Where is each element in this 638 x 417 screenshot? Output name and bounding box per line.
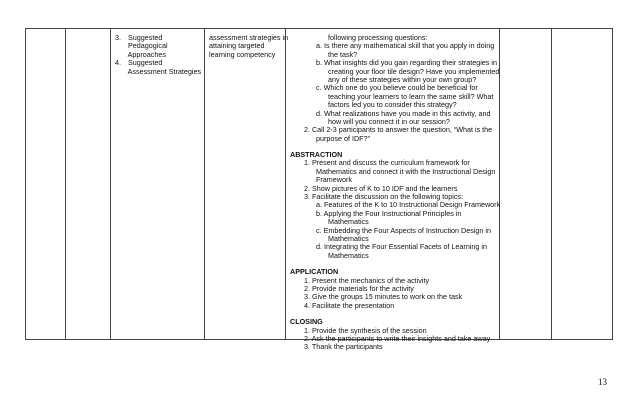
- processing-section: [290, 34, 500, 143]
- abstraction-item: Mathematics: [328, 250, 369, 260]
- procedure-item: teaching your learners to learn the same skill? What: [328, 91, 494, 101]
- application-heading: APPLICATION: [290, 267, 339, 277]
- abstraction-item: Mathematics: [328, 217, 369, 227]
- procedure-item: creating your floor tile design? Have you implemented: [328, 66, 500, 76]
- column-divider: [285, 29, 286, 339]
- application-item: 1. Present the mechanics of the activity: [304, 275, 430, 285]
- objective-line: Assessment Strategies: [126, 66, 202, 76]
- column-divider: [551, 29, 552, 339]
- abstraction-item: 1. Present and discuss the curriculum framework for: [304, 158, 470, 168]
- procedure-cell: [290, 34, 500, 352]
- closing-section: [290, 318, 500, 352]
- abstraction-item: d. Integrating the Four Essential Facets of Learning in: [316, 242, 488, 252]
- objective-line: Approaches: [126, 49, 166, 59]
- column-divider: [110, 29, 111, 339]
- column-divider: [204, 29, 205, 339]
- application-item: 3. Give the groups 15 minutes to work on the task: [304, 292, 463, 302]
- application-item: 4. Facilitate the presentation: [304, 300, 395, 310]
- abstraction-item: c. Embedding the Four Aspects of Instruction Design in: [316, 225, 491, 235]
- objectives-cell: [115, 34, 201, 76]
- procedure-item: how will you connect it in our session?: [328, 116, 450, 126]
- closing-item: 1. Provide the synthesis of the session: [304, 325, 427, 335]
- closing-item: 2. Ask the participants to write their insights and take away: [304, 333, 491, 343]
- objective-line: 4. Suggested: [115, 58, 163, 68]
- closing-heading: CLOSING: [290, 317, 323, 327]
- content-line: attaining targeted: [209, 41, 265, 51]
- closing-item: 3. Thank the participants: [304, 342, 383, 352]
- procedure-item: d. What realizations have you made in this activity, and: [316, 108, 491, 118]
- procedure-item: factors led you to consider this strategy?: [328, 100, 457, 110]
- session-table: [25, 28, 613, 352]
- abstraction-section: [290, 151, 500, 260]
- procedure-item: any of these strategies within your own group?: [328, 74, 477, 84]
- abstraction-item: b. Applying the Four Instructional Principles in: [316, 208, 462, 218]
- procedure-item: c. Which one do you believe could be beneficial for: [316, 83, 478, 93]
- objective-line: Pedagogical: [126, 41, 168, 51]
- procedure-item: 2. Call 2-3 participants to answer the question, “What is the: [304, 125, 493, 135]
- abstraction-item: 3. Facilitate the discussion on the following topics:: [304, 192, 464, 202]
- procedure-item: a. Is there any mathematical skill that you apply in doing: [316, 41, 495, 51]
- content-line: learning competency: [209, 49, 276, 59]
- abstraction-item: a. Features of the K to 10 Instructional Design Framework: [316, 200, 501, 210]
- page-number: 13: [598, 377, 607, 387]
- abstraction-item: Framework: [316, 175, 352, 185]
- processing-intro: following processing questions:: [328, 33, 428, 42]
- content-line: assessment strategies in: [209, 33, 289, 42]
- content-cell: [209, 34, 288, 59]
- application-item: 2. Provide materials for the activity: [304, 283, 414, 293]
- objective-line: 3. Suggested: [115, 33, 163, 42]
- abstraction-heading: ABSTRACTION: [290, 150, 343, 160]
- procedure-item: the task?: [328, 49, 358, 59]
- procedure-item: purpose of IDF?”: [316, 133, 370, 143]
- abstraction-item: Mathematics and connect it with the Instructional Design: [316, 166, 496, 176]
- application-section: [290, 268, 500, 310]
- abstraction-item: Mathematics: [328, 233, 369, 243]
- procedure-item: b. What insights did you gain regarding their strategies in: [316, 58, 497, 68]
- abstraction-item: 2. Show pictures of K to 10 IDF and the learners: [304, 183, 458, 193]
- column-divider: [65, 29, 66, 339]
